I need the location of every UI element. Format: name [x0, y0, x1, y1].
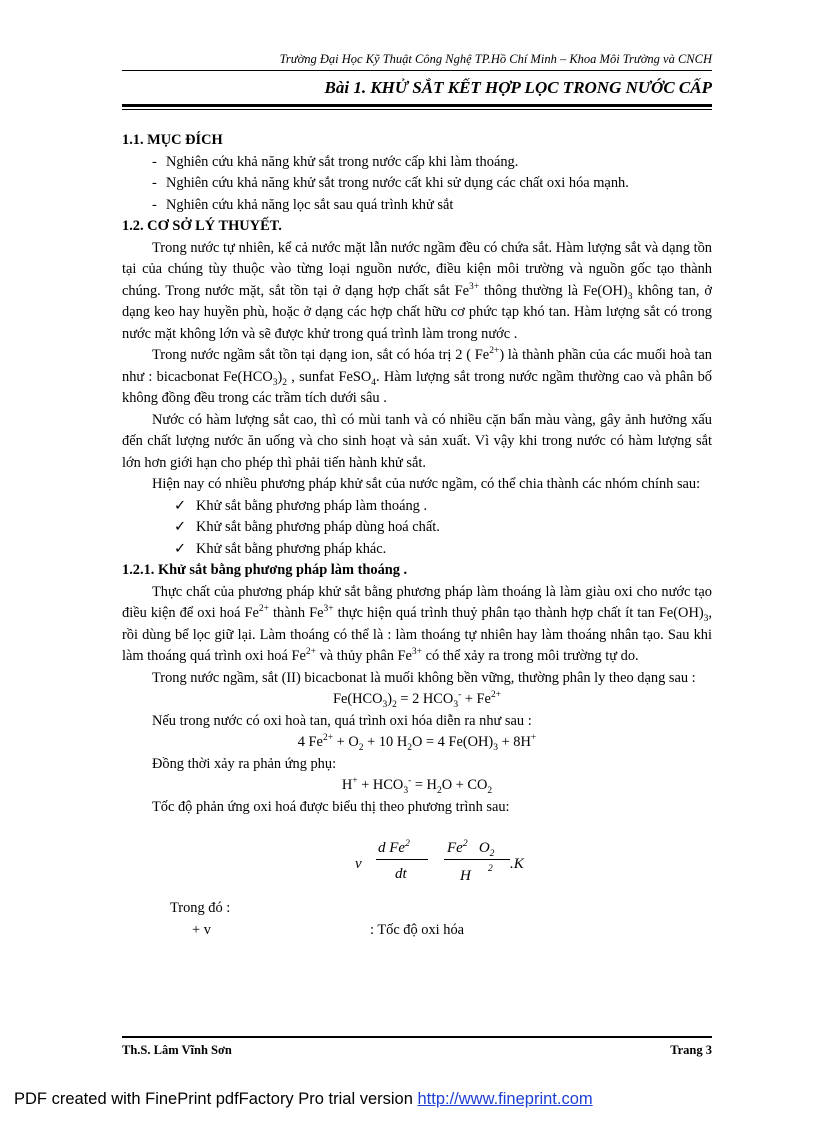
legend-title: Trong đó : [170, 900, 231, 916]
list-item: ✓ Khử sắt bằng phương pháp khác. [174, 539, 712, 561]
list-item: - Nghiên cứu khả năng khử sắt trong nước cấp khi làm thoáng. [152, 153, 519, 170]
section-heading-theory: 1.2. CƠ SỞ LÝ THUYẾT. [122, 218, 282, 234]
fineprint-link[interactable]: http://www.fineprint.com [417, 1090, 593, 1108]
equation-oxidation: 4 $Fe^{2+} + O_2 + 10$ $H_2O = 4$ $Fe(OH)_3 + 8H^+$ [297, 733, 537, 753]
check-icon: ✓ [174, 540, 187, 557]
paragraph: Hiện nay có nhiều phương pháp khử sắt của nước ngầm, có thể chia thành các nhóm chính sau: [152, 476, 701, 492]
running-header: Trường Đại Học Kỹ Thuật Công Nghệ TP.Hồ Chí Minh – Khoa Môi Trường và CNCH [279, 52, 712, 66]
formula-denominator-1: dt [395, 866, 407, 882]
list-item: ✓ Khử sắt bằng phương pháp dùng hoá chất. [174, 517, 712, 539]
paragraph: Đồng thời xảy ra phản ứng phụ: [152, 755, 337, 772]
equation-side-reaction: $H^+ + HCO_3^- = H_2O + CO_2$ [341, 776, 493, 796]
list-item: - Nghiên cứu khả năng khử sắt trong nước cất khi sử dụng các chất oxi hóa mạnh. [152, 175, 629, 191]
rate-equation [122, 828, 712, 892]
subsection-heading-aeration: 1.2.1. Khử sắt bằng phương pháp làm thoáng . [122, 562, 408, 578]
formula-numerator-1: d Fe$^2$ [378, 839, 410, 856]
formula-numerator-2: Fe$^2$ $O_2$ [447, 839, 495, 859]
title-rule-thin [122, 109, 712, 110]
paragraph: Nếu trong nước có oxi hoà tan, quá trình oxi hóa diễn ra như sau : [152, 712, 532, 729]
paragraph: Thực chất của phương pháp khử sắt bằng phương pháp làm thoáng là làm giàu oxi cho nước tạo điều kiện để oxi hoá $Fe^{2+}$ thành $Fe^{3+}$ thực hiện quá trình thuỷ phân tạo thành hợp chất ít $\tan Fe(OH)_3$, rồi dùng bể lọc giữ lại. Làm thoáng có thể là : làm thoáng tự nhiên hay làm thoáng nhân tạo. Sau khi làm thoáng quá trình oxi hoá $Fe^{2+}$ và thủy phân $Fe^{3+}$ có thể xảy ra trong môi trường tự do. [122, 583, 712, 664]
equation-dissociation: $Fe(HCO_3)_2 = 2$ $HCO_3^- + Fe^{2+}$ [332, 690, 502, 710]
page-number: Trang 3 [670, 1043, 712, 1057]
paragraph: Trong nước ngầm, sắt (II) bicacbonat là muối không bền vững, thường phân ly theo dạng sau : [152, 669, 696, 686]
fraction-bar [376, 859, 428, 860]
header-rule [122, 70, 712, 71]
pdf-watermark-banner: PDF created with FinePrint pdfFactory Pro trial version http://www.fineprint.com [14, 1090, 593, 1108]
legend-item: + v : Tốc độ oxi hóa [192, 921, 465, 938]
footer-rule [122, 1036, 712, 1038]
check-icon: ✓ [174, 497, 187, 514]
fraction-bar [444, 859, 510, 860]
section-heading-purpose: 1.1. MỤC ĐÍCH [122, 132, 223, 148]
formula-k: .K [510, 856, 524, 872]
page-content [122, 130, 712, 941]
lesson-title: Bài 1. KHỬ SẮT KẾT HỢP LỌC TRONG NƯỚC CẤP [324, 78, 712, 97]
paragraph: Trong nước tự nhiên, kể cả nước mặt lẫn nước ngầm đều có chứa sắt. Hàm lượng sắt và dạng tồn tại của chúng tùy thuộc vào từng loại nguồn nước, điều kiện môi trường và nguồn gốc tạo thành chúng. Trong nước mặt, sắt tồn tại ở dạng hợp chất sắt $Fe^{3+}$ thông thường là $Fe(OH)_3$ không tan, ở dạng keo hay huyền phù, hoặc ở dạng các hợp chất hữu cơ phức tạp khó tan. Hàm lượng sắt có trong nước mặt không lớn và sẽ được khử trong quá trình làm trong nước . [122, 239, 712, 342]
check-icon: ✓ [174, 519, 187, 535]
list-item: - Nghiên cứu khả năng lọc sắt sau quá trình khử sắt [152, 196, 454, 213]
formula-denominator-exponent: 2 [488, 864, 493, 874]
paragraph: Nước có hàm lượng sắt cao, thì có mùi tanh và có nhiều cặn bẩn màu vàng, gây ảnh hưởng xấu đến chất lượng nước ăn uống và cho sinh hoạt và sản xuất. Vì vậy khi trong nước có hàm lượng sắt lớn hơn giới hạn cho phép thì phải tiến hành khử sắt. [122, 411, 712, 471]
formula-v: v [355, 856, 362, 872]
footer-author: Th.S. Lâm Vĩnh Sơn [122, 1043, 232, 1057]
list-item: ✓ Khử sắt bằng phương pháp làm thoáng . [174, 496, 712, 518]
paragraph: Trong nước ngầm sắt tồn tại dạng ion, sắt có hóa trị 2 ( $Fe^{2+}$) là thành phần của các muối hoà tan như : bicacbonat $Fe(HCO_3)_2$ , sunfat FeSO$_4$. Hàm lượng sắt trong nước ngầm thường cao và phân bố không đồng đều trong các trầm tích dưới sâu . [122, 346, 712, 406]
title-rule-thick [122, 104, 712, 107]
paragraph: Tốc độ phản ứng oxi hoá được biểu thị theo phương trình sau: [152, 798, 510, 815]
formula-denominator-2: H [460, 868, 471, 884]
